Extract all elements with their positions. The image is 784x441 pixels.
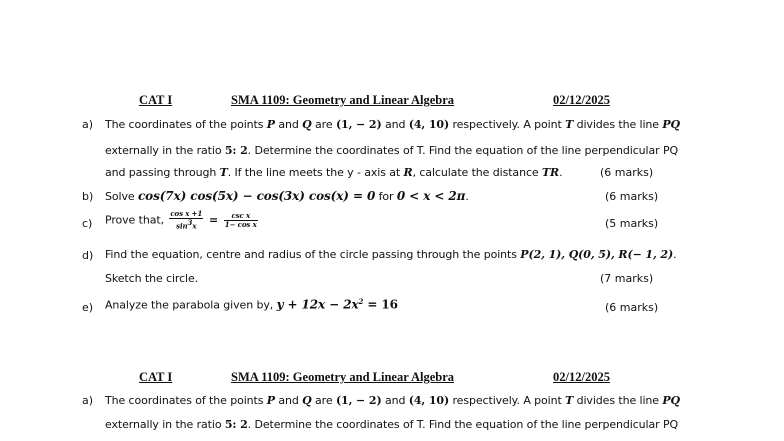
question-a-label-2: a) (82, 394, 94, 407)
text: respectively. A point (449, 118, 566, 131)
question-c-marks: (5 marks) (605, 217, 659, 230)
text: externally in the ratio (105, 144, 225, 157)
lhs-denominator (169, 219, 203, 230)
header-course-2: SMA 1109: Geometry and Linear Algebra (231, 370, 455, 384)
question-e-marks: (6 marks) (605, 301, 659, 314)
math-pq: PQ (662, 118, 681, 131)
header-cat: CAT I (139, 93, 173, 107)
header-date-2: 02/12/2025 (553, 370, 610, 384)
math-t: T (565, 118, 574, 131)
question-d-line-2: Sketch the circle. (105, 272, 199, 285)
math-point-1: (1, − 2) (335, 394, 382, 407)
exponent: 2 (358, 297, 364, 306)
math-point-2: (4, 10) (408, 394, 450, 407)
header-course: SMA 1109: Geometry and Linear Algebra (231, 93, 455, 107)
math-range: 0 < x < 2π (396, 189, 466, 203)
text: Prove that, (105, 213, 168, 227)
question-a-line-2 (105, 144, 678, 157)
header-date: 02/12/2025 (553, 93, 610, 107)
text: for (375, 190, 397, 203)
header-cat-2: CAT I (139, 370, 173, 384)
text: Find the equation, centre and radius of the circle passing through the points (105, 248, 521, 261)
text: are (311, 118, 336, 131)
question-e-label: e) (82, 301, 94, 314)
question-a-label: a) (82, 118, 94, 131)
question-c-label: c) (82, 217, 93, 230)
question-b-line (105, 189, 469, 203)
math-points: P(2, 1), Q(0, 5), R(− 1, 2) (520, 248, 674, 261)
text: and (381, 118, 409, 131)
text: Analyze the parabola given by, (105, 298, 277, 312)
text: . Determine the coordinates of T. Find the equation of the line perpendicular PQ (247, 144, 679, 157)
text: are (311, 394, 336, 407)
question-a-line-3 (105, 166, 563, 179)
math-pq: PQ (662, 394, 681, 407)
math-r: R (403, 166, 413, 179)
math-tr: TR (541, 166, 560, 179)
question-a-marks: (6 marks) (600, 166, 654, 179)
lhs-fraction (169, 210, 203, 230)
text: and passing through (105, 166, 220, 179)
math-point-1: (1, − 2) (335, 118, 382, 131)
question-d-marks: (7 marks) (600, 272, 654, 285)
text: Solve (105, 190, 138, 203)
question-b-label: b) (82, 190, 94, 203)
text: divides the line (573, 394, 663, 407)
text: externally in the ratio (105, 418, 225, 431)
math-p: P (266, 394, 275, 407)
question-d-line-1 (105, 248, 677, 261)
text: The coordinates of the points (105, 118, 267, 131)
question-a-line-1-2 (105, 394, 680, 407)
text: . (465, 190, 469, 203)
exponent: 3 (187, 218, 193, 227)
text: and (274, 394, 303, 407)
math-p: P (266, 118, 275, 131)
equals-sign: = (205, 213, 222, 227)
lhs-numerator: cos x +1 (170, 209, 203, 218)
question-e-line (105, 297, 398, 312)
rhs-denominator: 1− cos x (224, 219, 257, 229)
math-t: T (219, 166, 228, 179)
text: and (274, 118, 303, 131)
text: respectively. A point (449, 394, 566, 407)
text: . (673, 248, 677, 261)
question-a-line-2-2 (105, 418, 678, 431)
text: The coordinates of the points (105, 394, 267, 407)
text: , calculate the distance (412, 166, 542, 179)
math-t: T (565, 394, 574, 407)
math-q: Q (302, 118, 312, 131)
math-ratio: 5: 2 (224, 418, 248, 431)
question-d-label: d) (82, 249, 94, 262)
question-a-line-1 (105, 118, 680, 131)
math-point-2: (4, 10) (408, 118, 450, 131)
text: divides the line (573, 118, 663, 131)
rhs-fraction (224, 212, 258, 229)
text: and (381, 394, 409, 407)
math-equation: cos(7x) cos(5x) − cos(3x) cos(x) = 0 (137, 189, 376, 203)
text: . (559, 166, 563, 179)
math-equation: y + 12x − 2x (276, 297, 359, 312)
text: . Determine the coordinates of T. Find the equation of the line perpendicular PQ (247, 418, 679, 431)
text: sin (176, 221, 188, 231)
question-c-line (105, 210, 260, 230)
math-ratio: 5: 2 (224, 144, 248, 157)
rhs-numerator: csc x (224, 212, 258, 221)
text: x (192, 221, 197, 231)
math-q: Q (302, 394, 312, 407)
question-b-marks: (6 marks) (605, 190, 659, 203)
math-equation-rhs: = 16 (363, 297, 398, 312)
text: . If the line meets the y - axis at (227, 166, 404, 179)
